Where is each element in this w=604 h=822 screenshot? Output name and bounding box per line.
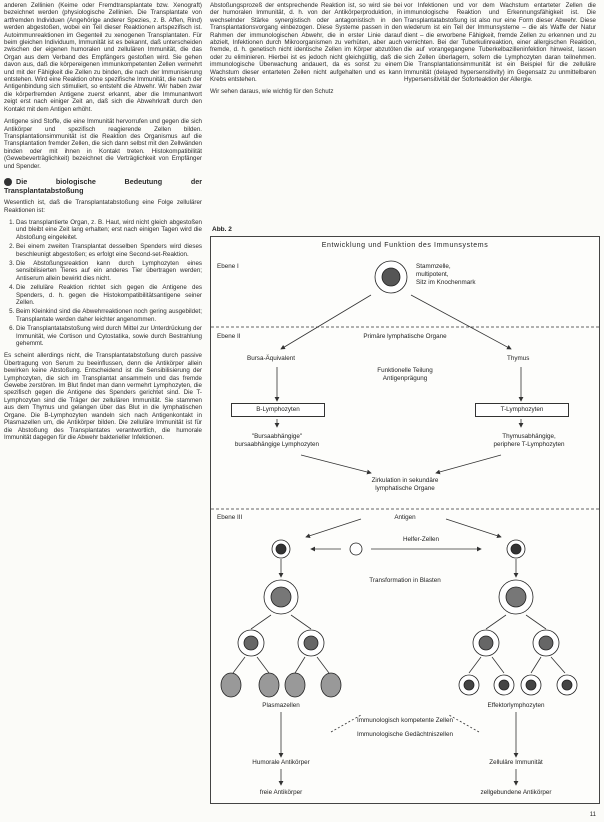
paragraph: Antigene sind Stoffe, die eine Immunität hervorrufen und gegen die sich Antikörper und spezifisch reagierende Zellen bilden. Transplantationsimmunität ist die Reaktion des Organismus auf die Transplantation fremder Zellen, die sich dann selbst mit den Zellwänden binden oder mit ihnen in Kontakt treten. Histokompatibilität (Gewebeverträglichkeit) bezeichnet die Verträglichkeit von Empfänger und Spender.	[4, 118, 202, 170]
list-item: 1. Das transplantierte Organ, z. B. Haut, wird nicht gleich abgestoßen und bleibt eine Zeit lang erhalten; erst nach einigen Tagen wird die Abstoßung eingeleitet.	[16, 219, 202, 241]
paragraph: Abstoßungsprozeß der entsprechende Reaktion ist, so wird sie bei der humoralen Immunität, d. h. von der Antikörperproduktion, in wechselnder Stärke synergistisch oder antagonistisch in den Transplantationsvorgang einbezogen. Diese Systeme passen in den Rahmen der immunologischen Abwehr, die in erster Linie darauf abzielt, Infektionen durch Mikroorganismen zu verhüten, aber auch fremde, d. h. genetisch nicht identische Zellen im Körper abzutöten oder zu eliminieren. Hierbei ist es jedoch nicht gleichgültig, daß die immunologische Überwachung andauert, da es sonst zu einem Wachstum dieser entarteten Zellen nicht aufgehalten und es kann Krebs entstehen.	[210, 2, 402, 84]
t-lymphocytes-box: T-Lymphozyten	[475, 403, 569, 417]
bound-antibodies-label: zellgebundene Antikörper	[480, 789, 552, 796]
thymus-label: Thymus	[507, 355, 530, 362]
level-3-label: Ebene III	[217, 514, 243, 521]
level-2-label: Ebene II	[217, 333, 241, 340]
diagram-title: Entwicklung und Funktion des Immunsystems	[321, 242, 489, 249]
list-item: 3. Die Abstoßungsreaktion kann durch Lymphozyten eines sensibilisierten Tieres auf ein anderes Tier übertragen werden; Antiserum allein bewirkt dies nicht.	[16, 260, 202, 282]
page-number: 11	[589, 812, 596, 818]
stem-cell-label-1: Stammzelle,	[416, 263, 451, 270]
right-column	[404, 2, 596, 88]
plasma-cells-label: Plasmazellen	[262, 702, 300, 709]
numbered-list	[4, 219, 202, 348]
free-antibodies-label: freie Antikörper	[259, 789, 303, 796]
bursa-label: Bursa-Äquivalent	[247, 355, 295, 362]
paragraph: Es scheint allerdings nicht, die Transplantatabstoßung durch passive Übertragung von Serum zu beeinflussen, denn die Antikörper allein bewirken keine Abstoßung. Entscheidend ist die Sensibilisierung der Lymphozyten, die sich im Transplantat ansammeln und das fremde Gewebe zerstören. Im Blut findet man dann vermehrt Lymphozyten, die spezifisch gegen die Antigene des Spenders gerichtet sind. Die T-Lymphozyten sind die Träger der zellulären Immunität. Sie stammen aus dem Thymus und gelangen über das Blut in die lymphatischen Organe. Die B-Lymphozyten wandeln sich nach Antigenkontakt in Plasmazellen um, die Antikörper bilden. Die zelluläre Immunität ist für die Abstoßung des Transplantates verantwortlich, die humorale Immunität dagegen für die Abwehr bakterieller Infektionen.	[4, 352, 202, 441]
secondary-organs-1: Zirkulation in sekundäre	[371, 477, 439, 484]
effector-lymphocytes-label: Effektorlymphozyten	[487, 702, 545, 709]
humoral-antibodies-label: Humorale Antikörper	[252, 759, 310, 766]
primary-organs-label: Primäre lymphatische Organe	[363, 333, 447, 340]
list-item: 4. Die zelluläre Reaktion richtet sich gegen die Antigene des Spenders, d. h. gegen die Histokompatibilitätsantigene seiner Zellen.	[16, 284, 202, 306]
paragraph: anderen Zellinien (Keime oder Fremdtransplantate bzw. Xenograft) bezeichnet werden (physiologische Zellinien. Die Transplantate von artfremden Individuen (Angehörige anderer Spezies, z. B. Affen, Rind) werden abgestoßen, wobei ein Teil dieser Reaktionen artspezifisch ist. Autoimmunreaktionen im Gegenteil zu xenogenen Transplantaten. Für beim gleichen Individuum, Immunität ist es bekannt, daß unterscheiden zwischen der eigenen humoralen und zellulären Immunität, die das Organ aus dem Verband des Empfängers gestoßen wird. Sie gehen davon aus, daß die körpereigenen immunkompetenten Zellen vermehrt und mit der Fähigkeit die Zellen zu binden, die nach der Immunisierung entstehen. Wird eine Reaktion ohne spezifische Immunität, die nach der Antigenbindung sich stimuliert, so entsteht die Abwehr. Wir haben zwar die körperfremden Antigene zuerst erkannt, aber die Immunantwort zeigt erst nach einiger Zeit an, daß sich die Abwehrkraft durch den Kontakt mit dem Antigen erhöht.	[4, 2, 202, 113]
b-sub-label-2: bursaabhängige Lymphozyten	[234, 441, 320, 448]
helper-cells-label: Helfer-Zellen	[402, 536, 440, 543]
level-1-label: Ebene I	[217, 263, 239, 270]
paragraph: vor Infektionen und vor dem Wachstum entarteter Zellen die immunologische Reaktion und Erkennungsfähigkeit ist. Die Transplantatabstoßung ist also nur eine Form dieser Abwehr. Diese wiederum ist ein Teil der Immunsysteme – die als Waffe der Natur dient – die erworbene Fähigkeit, fremde Zellen zu erkennen und zu vernichten. Bei der Tuberkulinreaktion, einer allergischen Reaktion, die auf vorangegangene Tuberkelbazilleninfektion hinweist, lassen sich Zellen überlagern, sofern die Lymphozyten daran teilnehmen. Die Transplantationsimmunität ist ein Beispiel für die zelluläre Immunität (delayed hypersensitivity) im Gegensatz zu unmittelbaren Hypersensitivität der Soforteaktion der Allergie.	[404, 2, 596, 84]
functional-division-1: Funktionelle Teilung	[377, 367, 433, 374]
t-sub-label-1: Thymusabhängige,	[502, 433, 556, 440]
middle-column	[210, 2, 402, 101]
section-heading-text: Die biologische Bedeutung der Transplantatabstoßung	[4, 176, 202, 195]
t-sub-label-2: periphere T-Lymphozyten	[493, 441, 565, 448]
list-item: 6. Die Transplantatabstoßung wird durch Mittel zur Unterdrückung der Immunität, wie Cortison und Cytostatika, sowie durch Bestrahlung gehemmt.	[16, 325, 202, 347]
stem-cell-label-3: Sitz im Knochenmark	[416, 279, 476, 286]
section-heading	[4, 178, 202, 195]
competent-cells-label: Immunologisch kompetente Zellen	[357, 717, 453, 724]
b-lymphocytes-box: B-Lymphozyten	[231, 403, 325, 417]
stem-cell-label-2: multipotent,	[416, 271, 449, 278]
left-column	[4, 2, 202, 446]
list-item: 5. Beim Kleinkind sind die Abwehrreaktionen noch gering ausgebildet; Transplantate werden daher leichter angenommen.	[16, 308, 202, 323]
antigen-label: Antigen	[394, 514, 416, 521]
figure-label: Abb. 2	[212, 226, 232, 233]
list-item: 2. Bei einem zweiten Transplantat desselben Spenders wird dieses beschleunigt abgestoßen; es erfolgt eine Second-set-Reaktion.	[16, 243, 202, 258]
paragraph: Wesentlich ist, daß die Transplantatabstoßung eine Folge zellulärer Reaktionen ist:	[4, 199, 202, 214]
secondary-organs-2: lymphatische Organe	[375, 485, 435, 492]
immune-system-diagram	[210, 236, 600, 804]
cellular-immunity-label: Zelluläre Immunität	[489, 759, 543, 766]
functional-division-2: Antigenprägung	[382, 375, 428, 382]
transformation-label: Transformation in Blasten	[369, 577, 441, 584]
b-sub-label-1: "Bursaabhängige"	[251, 433, 303, 440]
memory-cells-label: Immunologische Gedächtniszellen	[357, 731, 453, 738]
paragraph: Wir sehen daraus, wie wichtig für den Schutz	[210, 88, 334, 96]
